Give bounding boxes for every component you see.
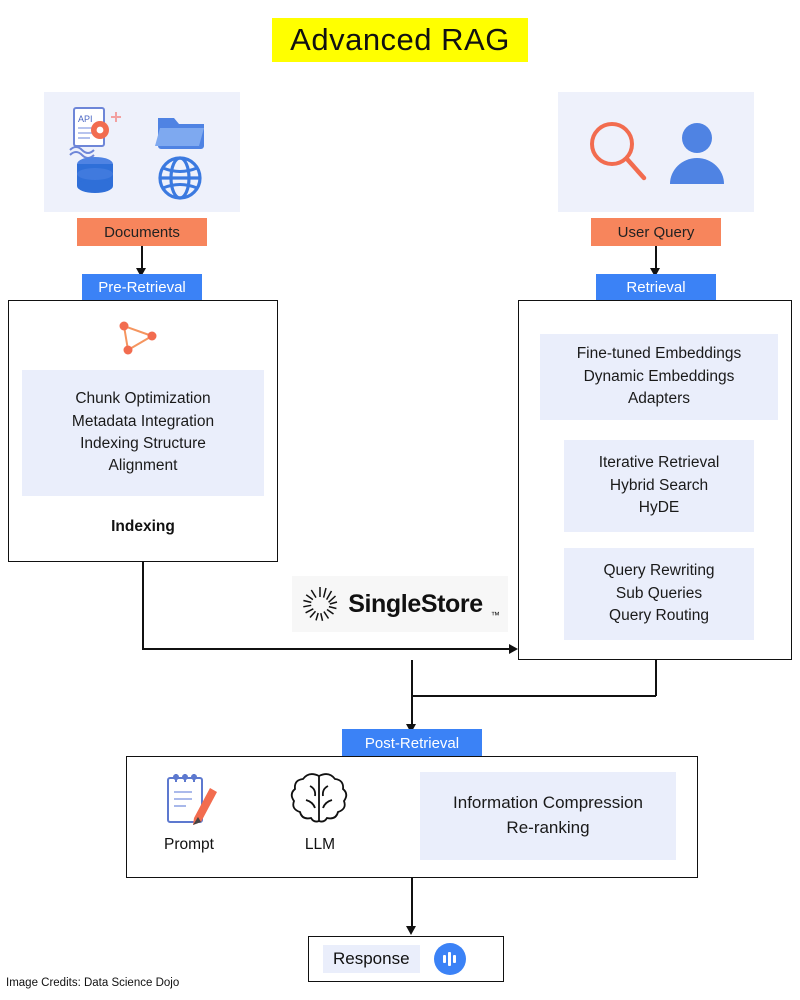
connector-userquery-retrieval	[655, 246, 657, 270]
indexing-caption: Indexing	[111, 518, 175, 535]
graph-node-icon	[112, 316, 168, 360]
documents-illustration	[44, 92, 240, 212]
user-query-illustration	[558, 92, 754, 212]
indexing-items	[22, 370, 264, 496]
prompt-label: Prompt	[164, 836, 214, 853]
post-retrieval-items	[420, 772, 676, 860]
arrowhead	[406, 926, 416, 935]
singlestore-burst-icon	[300, 584, 340, 624]
connector-post-response	[411, 878, 413, 928]
pre-retrieval-label: Pre-Retrieval	[82, 274, 202, 300]
svg-text:API: API	[78, 114, 93, 124]
connector-indexing-down	[142, 562, 144, 650]
indexing-item: Metadata Integration	[71, 412, 215, 430]
retrieval-group-query	[564, 548, 754, 640]
user-query-label: User Query	[591, 218, 721, 246]
retrieval-item: Dynamic Embeddings	[583, 367, 735, 385]
vector-store-logo	[292, 576, 508, 632]
retrieval-label: Retrieval	[596, 274, 716, 300]
retrieval-item: Fine-tuned Embeddings	[576, 345, 742, 363]
retrieval-item: Query Rewriting	[603, 562, 715, 580]
api-document-icon	[66, 106, 128, 158]
audio-waveform-icon	[434, 943, 466, 975]
user-icon	[662, 114, 732, 188]
response-label: Response	[323, 945, 420, 973]
globe-icon	[154, 154, 206, 202]
retrieval-group-embeddings	[540, 334, 778, 420]
magnifier-icon	[582, 114, 650, 188]
image-credits: Image Credits: Data Science Dojo	[6, 977, 180, 989]
llm-label: LLM	[304, 836, 336, 853]
indexing-item: Indexing Structure	[80, 435, 206, 452]
indexing-item: Alignment	[108, 457, 178, 475]
indexing-item: Chunk Optimization	[75, 390, 211, 408]
connector-left-to-post	[411, 660, 413, 696]
retrieval-item: Adapters	[627, 390, 691, 408]
response-panel	[308, 936, 504, 982]
connector-merge-post	[411, 695, 656, 697]
folder-icon	[154, 110, 208, 152]
trademark-symbol: ™	[490, 610, 500, 620]
connector-post-down	[411, 695, 413, 727]
connector-right-to-post	[655, 660, 657, 696]
notepad-pencil-icon	[158, 768, 220, 834]
retrieval-item: Iterative Retrieval	[598, 454, 720, 472]
post-item: Re-ranking	[506, 818, 590, 837]
vector-store-name: SingleStore	[348, 589, 483, 618]
database-icon	[70, 154, 120, 202]
post-retrieval-label: Post-Retrieval	[342, 729, 482, 757]
retrieval-item: Hybrid Search	[609, 476, 709, 494]
retrieval-group-search	[564, 440, 754, 532]
connector-documents-preretrieval	[141, 246, 143, 270]
retrieval-item: Sub Queries	[615, 584, 703, 602]
documents-label: Documents	[77, 218, 207, 246]
connector-indexing-to-retrieval	[142, 648, 512, 650]
arrowhead	[509, 644, 518, 654]
retrieval-item: Query Routing	[609, 607, 709, 625]
brain-icon	[288, 768, 350, 830]
page-title: Advanced RAG	[272, 18, 528, 62]
post-item: Information Compression	[453, 793, 643, 813]
retrieval-item: HyDE	[638, 499, 680, 517]
